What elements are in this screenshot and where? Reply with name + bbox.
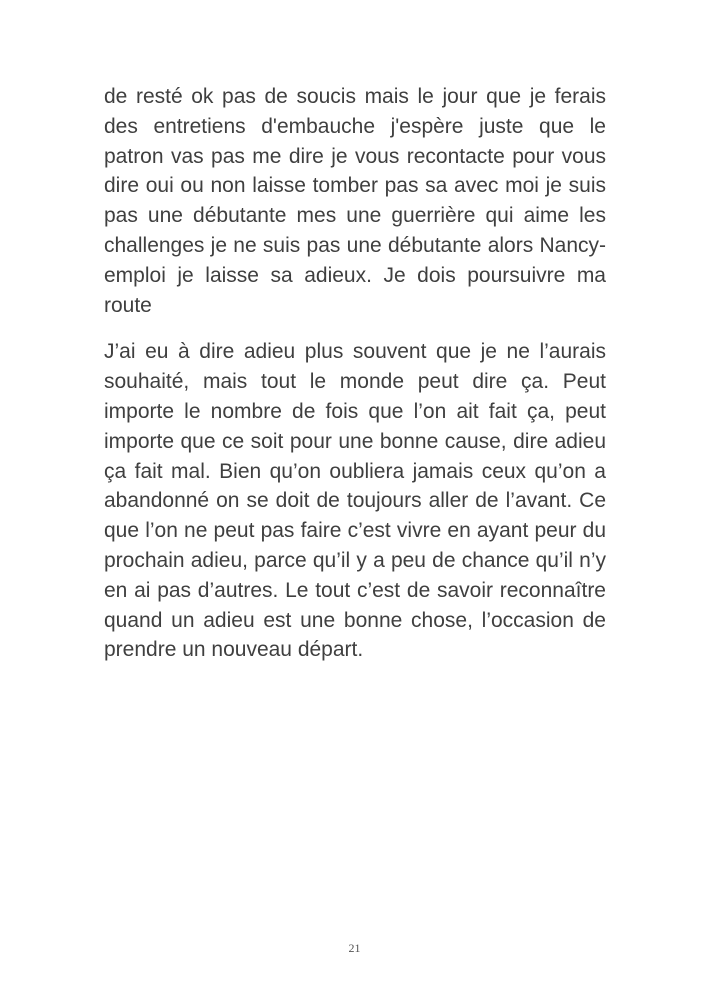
paragraph-1: de resté ok pas de soucis mais le jour que je ferais des entretiens d'embauche j'espère juste que le patron vas pas me dire je vous recontacte pour vous dire oui ou non laisse tomber pas sa avec moi je suis pas une débutante mes une guerrière qui aime les challenges je ne suis pas une débutante alors Nancy-emploi je laisse sa adieux. Je dois poursuivre ma route	[104, 85, 606, 317]
page-number: 21	[348, 941, 361, 955]
paragraph-2: J’ai eu à dire adieu plus souvent que je ne l’aurais souhaité, mais tout le monde peut dire ça. Peut importe le nombre de fois que l’on ait fait ça, peut importe que ce soit pour une bonne cause, dire adieu ça fait mal. Bien qu’on oubliera jamais ceux qu’on a abandonné on se doit de toujours aller de l’avant. Ce que l’on ne peut pas faire c’est vivre en ayant peur du prochain adieu, parce qu’il y a peu de chance qu’il n’y en ai pas d’autres. Le tout c’est de savoir reconnaître quand un adieu est une bonne chose, l’occasion de prendre un nouveau départ.	[104, 340, 606, 662]
body-text	[104, 82, 606, 682]
